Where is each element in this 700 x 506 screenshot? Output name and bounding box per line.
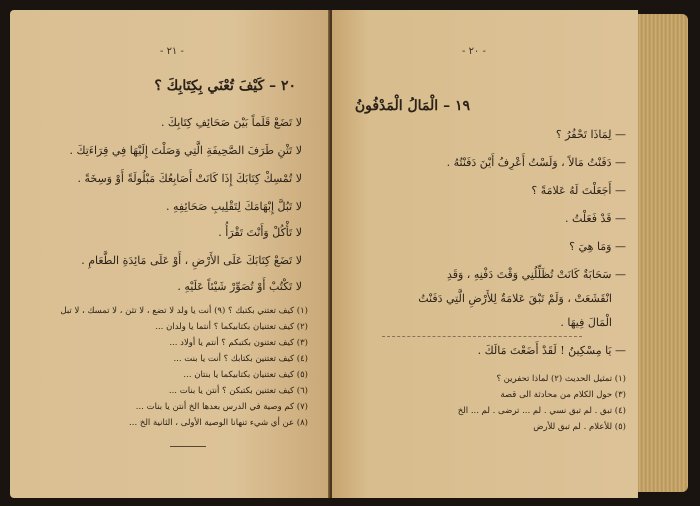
text-line: لا تَأْكُلْ وَأَنْتَ تَقْرَأُ . [218, 226, 302, 239]
exercise-item: (١) تمثيل الحديث (٢) لماذا تحفرين ؟ [496, 374, 626, 384]
exercise-item: (١) كيف تعتني بكتبك ؟ (٩) أنت يا ولد لا تضع ، لا تثن ، لا تمسك ، لا تبل [60, 306, 308, 316]
text-line: لا تَثْنِ طَرَفَ الصَّحِيفَةِ الَّتِي وَصَلْتَ إِلَيْهَا فِي قِرَاءَتِكَ . [69, 144, 302, 157]
page-number: - ٢٠ - [462, 46, 486, 57]
page-edges [636, 14, 688, 492]
dialogue-line: — وَمَا هِيَ ؟ [569, 240, 626, 253]
text-line: لا تَبُلَّ إِبْهَامَكَ لِتَقْلِيبِ صَحَائِفِهِ . [166, 200, 302, 213]
page-number: - ٢١ - [160, 46, 184, 57]
text-line: لا تَكْتُبْ أَوْ تُصَوِّرْ شَيْئاً عَلَيْهِ . [177, 280, 302, 293]
dialogue-line: — يَا مِسْكِينُ ! لَقَدْ أَضَعْتَ مَالَكَ . [477, 344, 626, 357]
exercise-item: (٨) عن أي شيء تنهانا الوصية الأولى ، الثانية الخ ... [129, 418, 308, 428]
exercise-item: (٤) كيف تعتنين بكتابك ؟ أنت يا بنت ... [173, 354, 308, 364]
dialogue-line: انْقَشَعَتْ ، وَلَمْ تَبْقَ عَلامَةٌ لِلأَرْضِ الَّتِي دَفَنْتُ [418, 292, 612, 305]
dialogue-line: — لِمَاذَا تَحْفُرُ ؟ [555, 128, 626, 141]
exercise-item: (٣) حول الكلام من محادثة الى قصة [500, 390, 626, 400]
dialogue-line: — قَدْ فَعَلْتُ . [564, 212, 626, 225]
exercise-item: (٣) كيف تعتنون بكتبكم ؟ أنتم يا أولاد ... [169, 338, 308, 348]
end-rule [170, 446, 206, 447]
left-page [10, 10, 330, 498]
dashed-rule [382, 336, 582, 337]
text-line: لا تَضَعْ كِتَابَكَ عَلَى الأَرْضِ ، أَوْ عَلَى مَائِدَةِ الطَّعَامِ . [81, 254, 302, 267]
exercise-item: (٢) كيف تعتنيان بكتابيكما ؟ أنتما يا ولدان ... [155, 322, 308, 332]
right-page [332, 10, 638, 498]
exercise-item: (٥) للأعلام . لم تبق للأرض [533, 422, 626, 432]
exercise-item: (٦) كيف تعتنين بكتبكن ؟ أنتن يا بنات ... [168, 386, 308, 396]
dialogue-line: — سَحَابَةٌ كَانَتْ تُظَلِّلُنِي وَقْتَ دَفْنِهِ ، وَقَدِ [446, 268, 626, 281]
exercise-item: (٤) تبق . لم تبق نسي . لم ... ترضى . لم ... الخ [457, 406, 626, 416]
dialogue-line: — دَفَنْتُ مَالاً ، وَلَسْتُ أَعْرِفُ أَيْنَ دَفَنْتُهُ . [446, 156, 626, 169]
exercise-item: (٧) كم وصية في الدرس بعدها الخ أنتن يا بنات ... [135, 402, 308, 412]
lesson-title: ٢٠ – كَيْفَ تُعْنَي بِكِتَابِكَ ؟ [154, 78, 296, 94]
lesson-title: ١٩ – الْمَالُ الْمَدْفُونُ [354, 98, 470, 114]
dialogue-line: الْمَالَ فِيهَا . [560, 316, 612, 329]
text-line: لا تُمْسِكْ كِتَابَكَ إِذَا كَانَتْ أَصَابِعُكَ مَبْلُولَةً أَوْ وَسِخَةً . [77, 172, 302, 185]
exercise-item: (٥) كيف تعتنيان بكتابيكما يا بنتان ... [183, 370, 308, 380]
text-line: لا تَضَعْ قَلَماً بَيْنَ صَحَائِفِ كِتَابِكَ . [160, 116, 302, 129]
dialogue-line: — أَجَعَلْتَ لَهُ عَلامَةً ؟ [531, 184, 626, 197]
